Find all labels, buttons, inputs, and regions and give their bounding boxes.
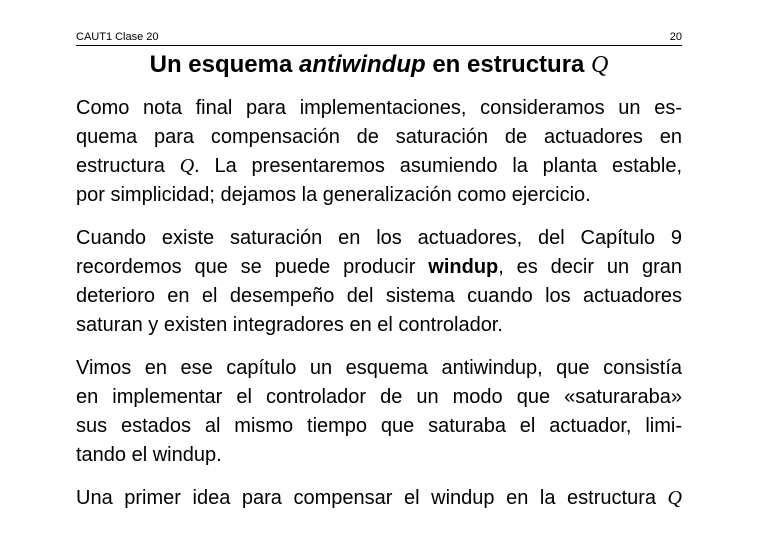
paragraph [76, 484, 682, 513]
paragraph-line: sus estados al mismo tiempo que saturaba el actuador, limi- [76, 415, 682, 437]
page-number: 20 [669, 31, 682, 43]
paragraph-line: deterioro en el desempeño del sistema cuando los actuadores [76, 285, 682, 307]
paragraph-line: Vimos en ese capítulo un esquema antiwindup, que consistía [76, 357, 682, 379]
paragraph-line [76, 484, 682, 513]
paragraph-line: Como nota final para implementaciones, consideramos un es- [76, 97, 682, 119]
paragraph [76, 354, 682, 470]
paragraph [76, 224, 682, 340]
course-label: CAUT1 Clase 20 [76, 31, 159, 43]
paragraph-line: tando el windup. [76, 444, 222, 466]
line-text: . La presentaremos asumiendo la planta estable, [194, 155, 683, 177]
paragraph-line [76, 253, 682, 282]
slide-body [76, 94, 682, 527]
paragraph-line: saturan y existen integradores en el controlador. [76, 314, 503, 336]
math-symbol: Q [179, 155, 195, 177]
title-emphasis: antiwindup [299, 51, 426, 78]
line-text: estructura [76, 155, 180, 177]
slide-title [76, 49, 682, 81]
paragraph-line: en implementar el controlador de un modo que «saturaraba» [76, 386, 682, 408]
paragraph-line [76, 152, 682, 181]
paragraph [76, 94, 682, 210]
paragraph-line: quema para compensación de saturación de actuadores en [76, 126, 682, 148]
paragraph-line: Cuando existe saturación en los actuadores, del Capítulo 9 [76, 227, 682, 249]
title-symbol: Q [591, 52, 609, 78]
title-middle: en estructura [425, 51, 592, 78]
page-header [76, 30, 682, 44]
header-divider [76, 45, 682, 46]
line-text: Una primer idea para compensar el windup en la estructura [76, 487, 668, 509]
math-symbol: Q [667, 487, 682, 509]
line-text: recordemos que se puede producir [76, 256, 429, 278]
title-prefix: Un esquema [149, 51, 299, 78]
bold-term: windup [428, 256, 499, 278]
paragraph-line: por simplicidad; dejamos la generalización como ejercicio. [76, 184, 591, 206]
line-text: , es decir un gran [498, 256, 682, 278]
